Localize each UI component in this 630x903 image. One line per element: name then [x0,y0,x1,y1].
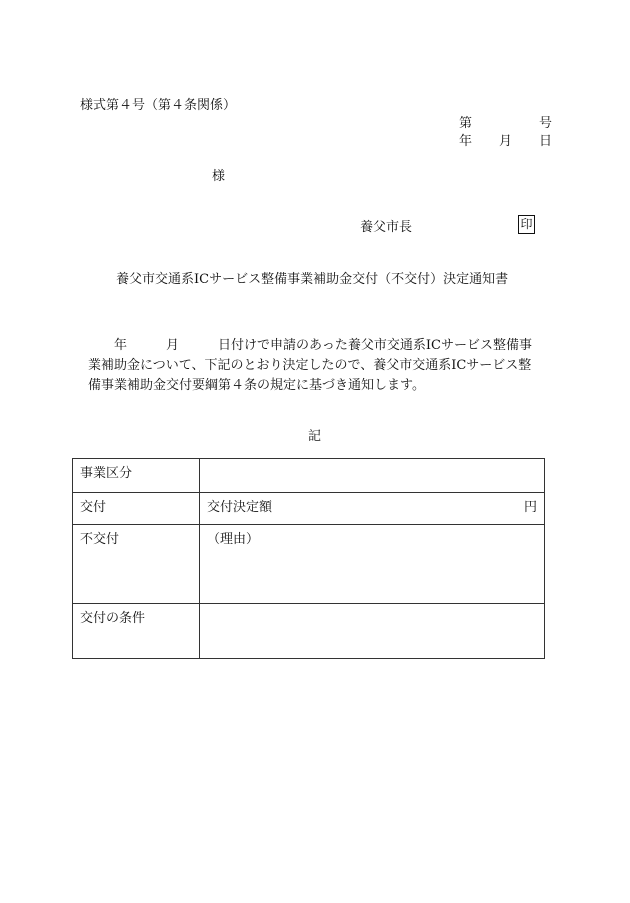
body-line: 業補助金について、下記のとおり決定したので、養父市交通系ICサービス整 [88,358,532,373]
date-year: 年 [459,134,473,149]
decision-table [72,458,545,659]
table-row [73,604,545,659]
row-label-grant: 交付 [73,493,200,525]
sender-title: 養父市長 [360,220,413,235]
table-row [73,493,545,525]
number-suffix: 号 [539,116,553,131]
body-line: 年 月 日付けで申請のあった養父市交通系ICサービス整備事 [88,338,532,353]
body-paragraph [88,336,552,396]
row-label-project-category: 事業区分 [73,459,200,493]
yen-unit: 円 [523,500,537,515]
date-day: 日 [539,134,553,149]
seal-text: 印 [520,217,533,231]
row-value-project-category [200,459,545,493]
table-row [73,459,545,493]
body-line: 備事業補助金交付要綱第４条の規定に基づき通知します。 [88,378,425,393]
ki-heading: 記 [308,429,322,444]
row-value-grant [200,493,545,525]
number-prefix: 第 [459,116,473,131]
row-label-non-grant: 不交付 [73,525,200,604]
table-row [73,525,545,604]
seal-stamp [518,215,535,234]
row-value-conditions [200,604,545,659]
document-title: 養父市交通系ICサービス整備事業補助金交付（不交付）決定通知書 [116,272,509,287]
grant-amount-label: 交付決定額 [207,500,273,515]
row-value-non-grant: （理由） [200,525,545,604]
date-month: 月 [499,134,513,149]
form-number: 様式第４号（第４条関係） [80,98,237,113]
row-label-conditions: 交付の条件 [73,604,200,659]
addressee-honorific: 様 [212,169,226,184]
